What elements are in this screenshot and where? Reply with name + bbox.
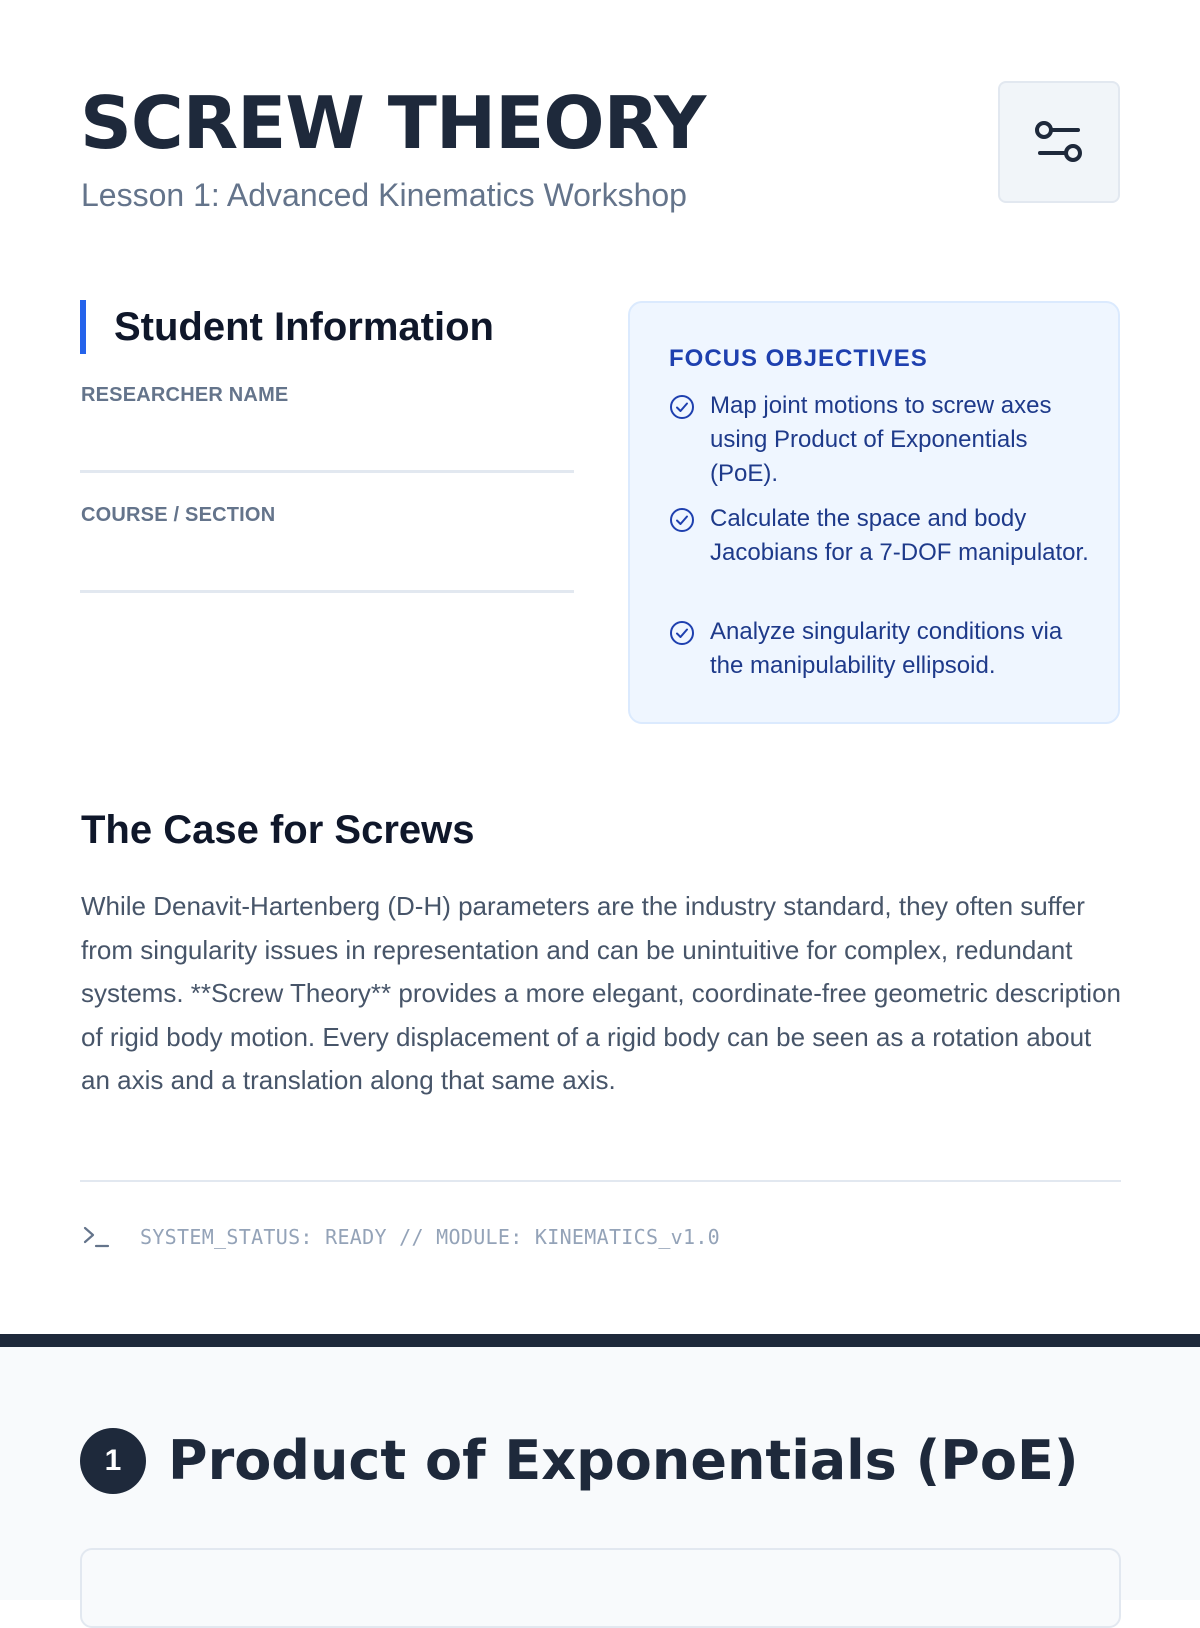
case-heading: The Case for Screws [81,808,475,852]
objective-item [669,502,1099,570]
focus-objectives-heading: FOCUS OBJECTIVES [669,345,928,372]
objective-item [669,615,1099,683]
focus-objectives-card [628,301,1120,724]
course-section-label: COURSE / SECTION [81,504,276,526]
check-circle-icon [669,394,695,420]
researcher-name-input[interactable] [80,430,574,473]
objective-text: Calculate the space and body Jacobians for a 7-DOF manipulator. [710,505,1089,566]
sliders-icon [1032,115,1086,169]
terminal-prompt-icon [82,1222,112,1252]
check-circle-icon [669,507,695,533]
check-circle-icon [669,620,695,646]
case-paragraph: While Denavit-Hartenberg (D-H) parameters are the industry standard, they often suffer from singularity issues in representation and can be unintuitive for complex, redundant systems. **Screw Theory** provides a more elegant, coordinate-free geometric description of rigid body motion. Every displacement of a rigid body can be seen as a rotation about an axis and a translation along that same axis. [81,891,1121,1095]
section-1-title: Product of Exponentials (PoE) [168,1429,1079,1492]
objective-text: Analyze singularity conditions via the manipulability ellipsoid. [710,618,1063,679]
page-subtitle: Lesson 1: Advanced Kinematics Workshop [81,177,687,213]
divider [80,1180,1121,1182]
settings-button[interactable] [998,81,1120,203]
status-text: SYSTEM_STATUS: READY // MODULE: KINEMATICS_v1.0 [140,1225,721,1249]
section-number-badge: 1 [80,1428,146,1494]
page-title: SCREW THEORY [80,81,706,165]
objective-text: Map joint motions to screw axes using Product of Exponentials (PoE). [710,392,1052,487]
researcher-name-label: RESEARCHER NAME [81,384,289,406]
section-separator [0,1334,1200,1347]
section-accent-bar [80,300,86,354]
objective-item [669,389,1099,491]
student-info-heading: Student Information [114,305,494,349]
course-section-input[interactable] [80,550,574,593]
poe-content-card [80,1548,1121,1628]
system-status [82,1222,720,1252]
